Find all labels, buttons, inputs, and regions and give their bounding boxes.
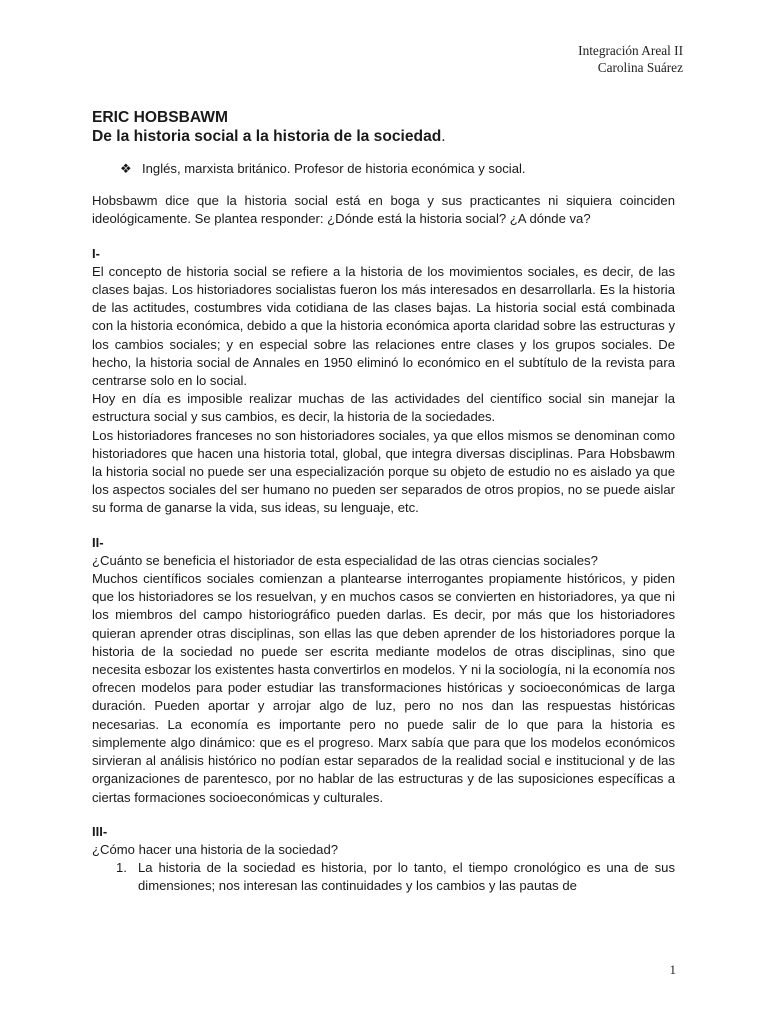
subtitle-period: . [441, 128, 446, 145]
header-author: Carolina Suárez [597, 60, 683, 75]
section-2-paragraph-1: Muchos científicos sociales comienzan a plantearse interrogantes propiamente históricos, y piden que los historiadores se los resuelvan, y en muchos casos se convierten en historiadores, ya que ni los miembros del campo historiográfico pueden darlas. Es decir, por más que los historiadores quieran aprender otras disciplinas, son ellas las que deben aprender de los historiadores porque la historia de la sociedad no puede ser escrita mediante modelos de otras disciplinas, sino que necesita esbozar los existentes hasta convertirlos en modelos. Y ni la sociología, ni la economía nos ofrecen modelos para poder estudiar las transformaciones históricas y socioeconómicas de larga duración. Pueden aportar y arrojar algo de luz, pero no nos dan las respuestas históricas necesarias. La economía es importante pero no puede salir de lo que para la historia es simplemente algo dinámico: que es el progreso. Marx sabía que para que los modelos económicos sirvieran al análisis histórico no podían estar separados de la realidad social e institucional y de las organizaciones de parentesco, por no hablar de las estructuras y de las suposiciones específicas a ciertas formaciones socioeconómicas y culturales. [92, 571, 675, 805]
section-3-question: ¿Cómo hacer una historia de la sociedad? [92, 841, 339, 857]
page-number: 1 [669, 962, 676, 977]
header-course: Integración Areal II [578, 43, 683, 58]
list-item-number: 1. [116, 860, 127, 876]
section-2-question: ¿Cuánto se beneficia el historiador de esta especialidad de las otras ciencias sociales? [92, 552, 598, 568]
document-body [92, 108, 675, 896]
document-subtitle [92, 127, 675, 146]
bio-bullet [120, 160, 675, 178]
document-title: ERIC HOBSBAWM [92, 109, 229, 126]
section-1-paragraph-2: Hoy en día es imposible realizar muchas de las actividades del científico social sin manejar la estructura social y sus cambios, es decir, la historia de la sociedades. [92, 391, 675, 425]
numbered-list-item [116, 859, 675, 895]
page-header [578, 42, 683, 76]
bio-bullet-text: Inglés, marxista británico. Profesor de historia económica y social. [142, 161, 526, 176]
subtitle-text: De la historia social a la historia de la sociedad [92, 128, 442, 145]
list-item-text: La historia de la sociedad es historia, por lo tanto, el tiempo cronológico es una de sus dimensiones; nos interesan las continuidades y los cambios y las pautas de [138, 860, 675, 894]
section-heading-1: I- [92, 245, 100, 261]
intro-paragraph: Hobsbawm dice que la historia social está en boga y sus practicantes ni siquiera coinciden ideológicamente. Se plantea responder: ¿Dónde está la historia social? ¿A dónde va? [92, 193, 675, 227]
section-heading-2: II- [92, 534, 104, 550]
section-1-paragraph-1: El concepto de historia social se refiere a la historia de los movimientos sociales, es decir, de las clases bajas. Los historiadores socialistas fueron los más interesados en desarrollarla. Es la historia de las actitudes, costumbres vida cotidiana de las clases bajas. La historia social está combinada con la historia económica, debido a que la historia económica aporta claridad sobre las estructuras y los cambios sociales; y en especial sobre las relaciones entre clases y los grupos sociales. De hecho, la historia social de Annales en 1950 eliminó lo económico en el subtítulo de la revista para centrarse solo en lo social. [92, 263, 675, 389]
section-heading-3: III- [92, 823, 108, 839]
section-1-paragraph-3: Los historiadores franceses no son historiadores sociales, ya que ellos mismos se denominan como historiadores que hacen una historia total, global, que integra diversas disciplinas. Para Hobsbawm la historia social no puede ser una especialización porque su objeto de estudio no es aislado ya que los aspectos sociales del ser humano no pueden ser separados de otros propios, no se puede aislar su forma de ganarse la vida, sus ideas, su lenguaje, etc. [92, 427, 675, 516]
diamond-bullet-icon: ❖ [120, 161, 132, 176]
